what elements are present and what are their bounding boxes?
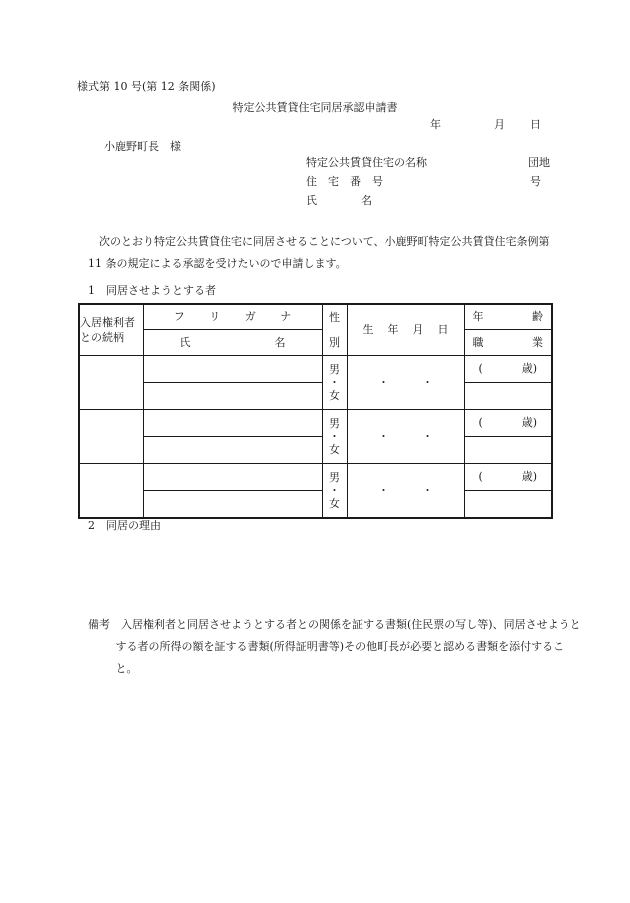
header-sex: 性 別: [322, 304, 347, 356]
relation-cell[interactable]: [79, 464, 143, 519]
table-row: [79, 410, 552, 437]
occupation-cell[interactable]: [464, 383, 552, 410]
relation-cell[interactable]: [79, 356, 143, 410]
document-title: 特定公共賃貸住宅同居承認申請書: [232, 101, 398, 114]
relation-cell[interactable]: [79, 410, 143, 464]
unit-number-label: 住 宅 番 号: [306, 175, 383, 188]
furigana-cell[interactable]: [143, 356, 322, 383]
furigana-cell[interactable]: [143, 410, 322, 437]
age-cell[interactable]: ( 歳): [464, 356, 552, 383]
date-day-label: 日: [530, 118, 541, 131]
name-cell[interactable]: [143, 437, 322, 464]
name-cell[interactable]: [143, 491, 322, 519]
section2-title: 2 同居の理由: [88, 519, 161, 532]
furigana-cell[interactable]: [143, 464, 322, 491]
occupant-table: [78, 303, 553, 519]
occupation-cell[interactable]: [464, 437, 552, 464]
housing-name-suffix: 団地: [528, 156, 550, 169]
applicant-name-label: 氏 名: [306, 194, 372, 207]
header-furigana: フ リ ガ ナ: [143, 304, 322, 330]
addressee: 小鹿野町長 様: [104, 140, 181, 153]
sex-cell[interactable]: 男 ・ 女: [322, 464, 347, 519]
name-cell[interactable]: [143, 383, 322, 410]
header-age: 年 齢: [464, 304, 552, 330]
unit-number-suffix: 号: [530, 175, 541, 188]
date-year-label: 年: [430, 118, 441, 131]
sex-cell[interactable]: 男 ・ 女: [322, 410, 347, 464]
age-cell[interactable]: ( 歳): [464, 464, 552, 491]
sex-cell[interactable]: 男 ・ 女: [322, 356, 347, 410]
birthdate-cell[interactable]: ・ ・: [347, 410, 464, 464]
table-row: [79, 464, 552, 491]
header-occupation: 職 業: [464, 330, 552, 356]
date-month-label: 月: [494, 118, 505, 131]
birthdate-cell[interactable]: ・ ・: [347, 356, 464, 410]
housing-name-label: 特定公共賃貸住宅の名称: [306, 156, 427, 169]
header-name: 氏 名: [143, 330, 322, 356]
section1-title: 1 同居させようとする者: [88, 284, 216, 297]
remarks: 備考 入居権利者と同居させようとする者との関係を証する書類(住民票の写し等)、同居させようとする者の所得の額を証する書類(所得証明書等)その他町長が必要と認める書類を添付すること。: [88, 618, 581, 675]
occupation-cell[interactable]: [464, 491, 552, 519]
birthdate-cell[interactable]: ・ ・: [347, 464, 464, 519]
age-cell[interactable]: ( 歳): [464, 410, 552, 437]
table-row: [79, 356, 552, 383]
form-number: 様式第 10 号(第 12 条関係): [77, 80, 216, 93]
header-birthdate: 生 年 月 日: [347, 304, 464, 356]
header-relation: 入居権利者との続柄: [79, 304, 143, 356]
body-text: 次のとおり特定公共賃貸住宅に同居させることについて、小鹿野町特定公共賃貸住宅条例第 11 条の規定による承認を受けたいので申請します。: [88, 235, 550, 270]
